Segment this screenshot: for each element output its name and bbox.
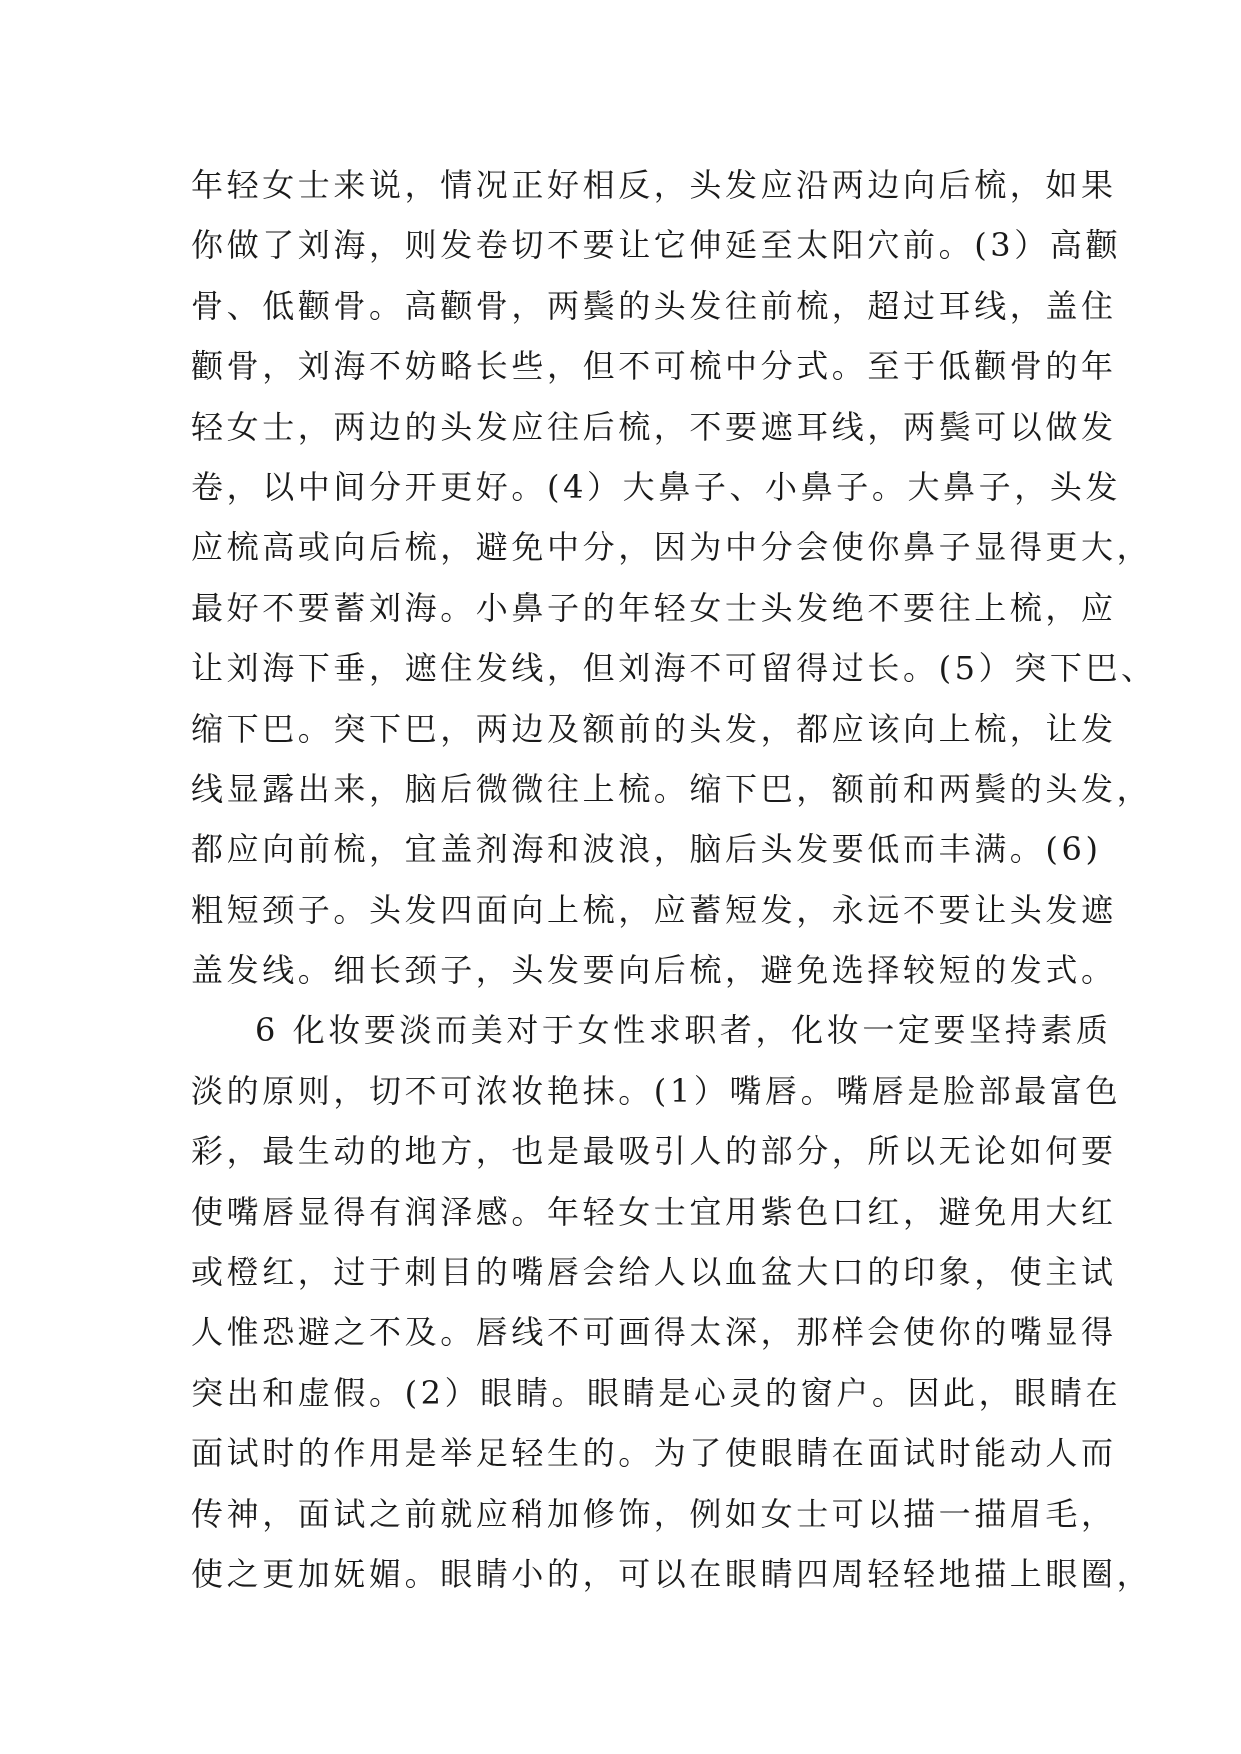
paragraph-start-line: 6 化妆要淡而美对于女性求职者，化妆一定要坚持素质 (255, 1011, 1112, 1050)
text-line-12: 都应向前梳，宜盖剂海和波浪，脑后头发要低而丰满。(6) (191, 830, 1102, 869)
text-line-11: 线显露出来，脑后微微往上梳。缩下巴，额前和两鬓的头发， (191, 769, 1153, 808)
text-line-17: 彩，最生动的地方，也是最吸引人的部分，所以无论如何要 (191, 1132, 1117, 1171)
text-line-3: 骨、低颧骨。高颧骨，两鬓的头发往前梳，超过耳线，盖住 (191, 286, 1117, 325)
text-line-18: 使嘴唇显得有润泽感。年轻女士宜用紫色口红，避免用大红 (191, 1192, 1117, 1231)
text-line-8: 最好不要蓄刘海。小鼻子的年轻女士头发绝不要往上梳，应 (191, 588, 1117, 627)
text-line-14: 盖发线。细长颈子，头发要向后梳，避免选择较短的发式。 (191, 951, 1117, 990)
text-line-21: 突出和虚假。(2）眼睛。眼睛是心灵的窗户。因此，眼睛在 (191, 1373, 1122, 1412)
text-line-19: 或橙红，过于刺目的嘴唇会给人以血盆大口的印象，使主试 (191, 1253, 1117, 1292)
text-line-13: 粗短颈子。头发四面向上梳，应蓄短发，永远不要让头发遮 (191, 890, 1117, 929)
text-line-7: 应梳高或向后梳，避免中分，因为中分会使你鼻子显得更大， (191, 528, 1153, 567)
text-line-9: 让刘海下垂，遮住发线，但刘海不可留得过长。(5）突下巴、 (191, 649, 1157, 688)
text-line-6: 卷，以中间分开更好。(4）大鼻子、小鼻子。大鼻子，头发 (191, 467, 1122, 506)
body-text (191, 155, 1157, 1604)
text-line-1: 年轻女士来说，情况正好相反，头发应沿两边向后梳，如果 (191, 166, 1117, 204)
text-line-16: 淡的原则，切不可浓妆艳抹。(1）嘴唇。嘴唇是脸部最富色 (191, 1071, 1122, 1110)
text-line-2: 你做了刘海，则发卷切不要让它伸延至太阳穴前。(3）高颧 (191, 226, 1122, 265)
text-line-20: 人惟恐避之不及。唇线不可画得太深，那样会使你的嘴显得 (191, 1313, 1117, 1352)
text-line-23: 传神，面试之前就应稍加修饰，例如女士可以描一描眉毛， (191, 1494, 1117, 1533)
text-line-4: 颧骨，刘海不妨略长些，但不可梳中分式。至于低颧骨的年 (191, 347, 1117, 386)
text-line-10: 缩下巴。突下巴，两边及额前的头发，都应该向上梳，让发 (191, 709, 1117, 748)
text-line-5: 轻女士，两边的头发应往后梳，不要遮耳线，两鬓可以做发 (191, 407, 1117, 446)
text-line-22: 面试时的作用是举足轻生的。为了使眼睛在面试时能动人而 (191, 1434, 1117, 1473)
text-line-24: 使之更加妩媚。眼睛小的，可以在眼睛四周轻轻地描上眼圈， (191, 1554, 1153, 1593)
